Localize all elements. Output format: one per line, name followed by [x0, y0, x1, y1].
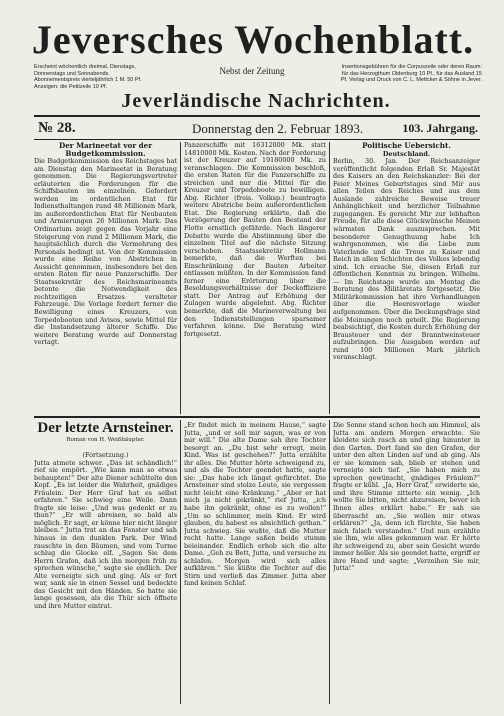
masthead-left-info: Erscheint wöchentlich dreimal, Dienstags, Donnerstags und Sonnabends. Abonnementspreis vierteljährlich 1 M. 50 Pf. Anzeigen: die Petitzeile 10 Pf. [34, 64, 142, 90]
serial-author: Roman von H. Weißhäupter. [66, 437, 145, 443]
column-separator [329, 420, 330, 704]
article-body: Panzerschiffe mit 16312000 Mk. statt 14810000 Mk. Kosten. Nach der Forderung ist der Kreuzer auf 19180000 Mk. zu veranschlagen. Die Kommission beschloß, die ersten Raten für die Panzerschiffe zu streichen und nur die Mittel für die Kreuzer und Torpedoboote zu bewilligen. Abg. Richter (freis. Volksp.) beantragte weitere Abstriche beim außerordentlichen Etat. Die Regierung erklärte, daß die Verzögerung der Bauten den Bestand der Flotte ernstlich gefährde. Nach längerer Debatte wurde die Abstimmung über die einzelnen Titel auf die nächste Sitzung verschoben. Staatssekretär Hollmann bemerkte, daß die Werften bei Einschränkung der Bauten Arbeiter entlassen müßten. In der Kommission fand ferner eine Erörterung über die Besoldungsverhältnisse der Deckoffiziere statt. Der Antrag auf Erhöhung der Zulagen wurde abgelehnt. Abg. Richter bemerkte, daß die Marineverwaltung bei den Indienststellungen sparsamer verfahren könne. Die Beratung wird fortgesetzt. [184, 142, 326, 338]
article-political-overview [333, 142, 480, 414]
masthead-right-info: Insertionsgebühren für die Corpuszeile oder deren Raum: für das Herzogthum Oldenburg 10 Pf., für das Ausland 15 Pf. Verlag und Druck von C. L. Mettcker & Söhne in Jever. [340, 64, 482, 83]
serial-continued: (Fortsetzung.) [82, 452, 129, 459]
serial-body: Die Sonne stand schon hoch am Himmel, als Jutta am andern Morgen erwachte. Sie kleidete sich rasch an und ging hinunter in den Garten. Dort fand sie den Grafen, der unter den alten Linden auf und ab ging. Als er sie kommen sah, blieb er stehen und verneigte sich tief. „Sie haben mich zu sprechen gewünscht, gnädiges Fräulein?“ fragte er kühl. „Ja, Herr Graf,“ erwiderte sie, und ihre Stimme zitterte ein wenig. „Ich wollte Sie bitten, nicht abzureisen, bevor ich Ihnen alles erklärt habe.“ Er sah sie überrascht an. „Sie wollen mir etwas erklären?“ „Ja, denn ich fürchte, Sie haben mich falsch verstanden.“ Und nun erzählte sie ihm, wie alles gekommen war. Er hörte ihr schweigend zu, aber sein Gesicht wurde immer heller. Als sie geendet hatte, ergriff er ihre Hand und sagte: „Verzeihen Sie mir, Jutta!“ [333, 422, 480, 573]
feuilleton-rule [34, 416, 480, 418]
serial-column-1 [34, 452, 177, 704]
column-separator [180, 142, 181, 414]
serial-column-3 [333, 422, 480, 704]
masthead-middle: Nebst der Zeitung [219, 66, 285, 76]
article-body: Berlin, 30. Jan. Der Reichsanzeiger veröffentlicht folgenden Erlaß Sr. Majestät des Kaisers an den Reichskanzler: Bei der Feier Meines Geburtstages sind Mir aus allen Teilen des Reiches und aus dem Auslande zahlreiche Beweise treuer Anhänglichkeit und herzlicher Teilnahme zugegangen. Es gereicht Mir zur lebhaften Freude, für alle diese Glückwünsche Meinen wärmsten Dank auszusprechen. Mit besonderer Genugthuung habe Ich wahrgenommen, wie die Liebe zum Vaterlande und die Treue zu Kaiser und Reich in allen Schichten des Volkes lebendig sind. Ich ersuche Sie, diesen Erlaß zur öffentlichen Kenntnis zu bringen. Wilhelm. — Im Reichstage wurde am Montag die Beratung des Militäretats fortgesetzt. Die Militärkommission hat ihre Verhandlungen über die Heeresvorlage wieder aufgenommen. Über die Deckungsfrage sind die Meinungen noch geteilt. Die Regierung beabsichtigt, die Kosten durch Erhöhung der Brausteuer und der Branntweinsteuer aufzubringen. Die Ausgaben werden auf rund 100 Millionen Mark jährlich veranschlagt. [333, 157, 480, 362]
serial-body: „Er findet mich in meinem Hause,“ sagte Jutta, „und er soll mir sagen, was er von mir will.“ Die alte Dame sah ihre Tochter besorgt an. „Du bist sehr erregt, mein Kind. Was ist geschehen?“ Jutta erzählte ihr alles. Die Mutter hörte schweigend zu, und als die Tochter geendet hatte, sagte sie: „Das habe ich längst gefürchtet. Die Arnsteiner sind stolze Leute, sie vergessen nicht leicht eine Kränkung.“ „Aber er hat mich ja nicht gekränkt,“ rief Jutta, „ich habe ihn gekränkt, ohne es zu wollen!“ „Um so schlimmer, mein Kind. Er wird glauben, du habest es absichtlich gethan.“ Jutta schwieg. Sie wußte, daß die Mutter recht hatte. Lange saßen beide stumm beieinander. Endlich erhob sich die alte Dame. „Geh zu Bett, Jutta, und versuche zu schlafen. Morgen wird sich alles aufklären.“ Sie küßte die Tochter auf die Stirn und verließ das Zimmer. Jutta aber fand keinen Schlaf. [184, 422, 326, 588]
article-body: Die Budgetkommission des Reichstages hat am Dienstag den Marineetat in Beratung genommen. Die Regierungsvertreter erläuterten die Forderungen für die Schiffsbauten im einzelnen. Gefordert werden im ordentlichen Etat für Indiensthaltungen rund 48 Millionen Mark, im außerordentlichen Etat für Neubauten und Armierungen 26 Millionen Mark. Das Ordinarium zeigt gegen das Vorjahr eine Steigerung von rund 2 Millionen Mark, die hauptsächlich durch die Vermehrung des Personals bedingt ist. Von der Kommission wurde eine Reihe von Abstrichen in Aussicht genommen, insbesondere bei den ersten Raten für neue Panzerschiffe. Der Staatssekretär des Reichsmarineamts betonte die Notwendigkeit des rechtzeitigen Ersatzes veralteter Fahrzeuge. Die Vorlage fordert ferner die Bewilligung eines Kreuzers, von Torpedobooten und Avisos, sowie Mittel für die Instandsetzung älterer Schiffe. Die weitere Beratung wurde auf Donnerstag vertagt. [34, 157, 177, 347]
issue-rule [34, 139, 480, 140]
article-subheading: Deutschland. [382, 149, 431, 158]
article-heading: Der Marineetat vor der Budgetkommission. [58, 142, 153, 158]
column-separator [329, 142, 330, 414]
article-marineetat [34, 142, 177, 414]
masthead-title: Jeversches Wochenblatt. [31, 17, 475, 62]
issue-number: № 28. [38, 120, 76, 136]
article-heading: Politische Uebersicht. [362, 142, 451, 150]
serial-title: Der letzte Arnsteiner. [37, 420, 174, 436]
masthead-subtitle: Jeverländische Nachrichten. [121, 90, 391, 112]
column-separator [180, 420, 181, 704]
issue-year: 103. Jahrgang. [402, 121, 478, 135]
article-marineetat-continued [184, 142, 326, 414]
serial-column-2 [184, 422, 326, 704]
issue-date: Donnerstag den 2. Februar 1893. [192, 121, 364, 136]
issue-bar [34, 117, 480, 139]
serial-body: Jutta atmete schwer. „Das ist schändlich!“ rief sie empört. „Wie kann man so etwas behaupten!“ Der alte Diener schüttelte den Kopf. „Es ist leider die Wahrheit, gnädiges Fräulein. Der Herr Graf hat es selbst erfahren.“ Sie schwieg eine Weile. Dann fragte sie leise: „Und was gedenkt er zu thun?“ „Er will abreisen, so bald als möglich. Er sagt, er könne hier nicht länger bleiben.“ Jutta trat an das Fenster und sah hinaus in den dunklen Park. Der Wind rauschte in den Bäumen, und vom Turme schlug die Glocke elf. „Sagen Sie dem Herrn Grafen, daß ich ihn morgen früh zu sprechen wünsche,“ sagte sie endlich. Der Alte verneigte sich und ging. Als er fort war, sank sie in einen Sessel und bedeckte das Gesicht mit den Händen. So hatte sie lange gesessen, als die Thür sich öffnete und ihre Mutter eintrat. [34, 458, 177, 610]
